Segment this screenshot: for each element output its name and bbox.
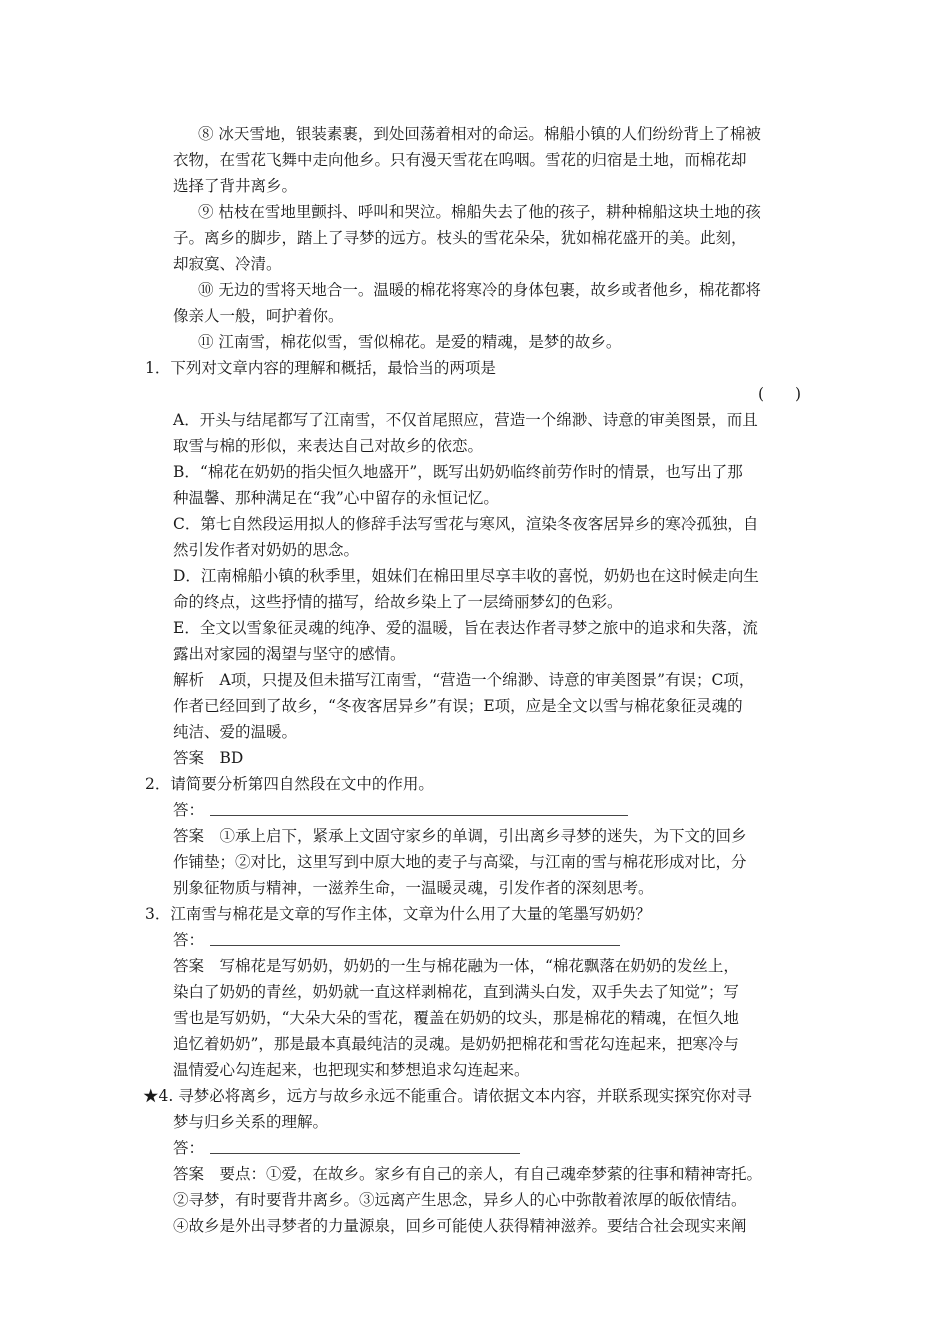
answer-field[interactable] — [173, 800, 628, 820]
analysis-text: 作者已经回到了故乡，“冬夜客居异乡”有误；E项，应是全文以雪与棉花象征灵魂的 — [173, 697, 743, 715]
question-4-stem: 梦与归乡关系的理解。 — [173, 1113, 329, 1131]
option-b: B．“棉花在奶奶的指尖恒久地盛开”，既写出奶奶临终前劳作时的情景，也写出了那 — [173, 463, 743, 481]
answer-text: ②寻梦，有时要背井离乡。③远离产生思念，异乡人的心中弥散着浓厚的皈依情结。 — [173, 1191, 747, 1209]
option-e: 露出对家园的渴望与坚守的感情。 — [173, 645, 406, 663]
answer-label: 答： — [173, 931, 205, 949]
passage-line: ⑨ 枯枝在雪地里颤抖、呼叫和哭泣。棉船失去了他的孩子，耕种棉船这块土地的孩 — [198, 203, 761, 221]
passage-line: 却寂寞、冷清。 — [173, 255, 282, 273]
option-b: 种温馨、那种满足在“我”心中留存的永恒记忆。 — [173, 489, 499, 507]
option-e: E．全文以雪象征灵魂的纯净、爱的温暖，旨在表达作者寻梦之旅中的追求和失落，流 — [173, 619, 758, 637]
answer-label: 答： — [173, 801, 205, 819]
question-4-stem: ★4. 寻梦必将离乡，远方与故乡永远不能重合。请依据文本内容，并联系现实探究你对寻 — [143, 1087, 752, 1105]
passage-line: ⑩ 无边的雪将天地合一。温暖的棉花将寒冷的身体包裹，故乡或者他乡，棉花都将 — [198, 281, 761, 299]
answer-text: 追忆着奶奶”，那是最本真最纯洁的灵魂。是奶奶把棉花和雪花勾连起来，把寒冷与 — [173, 1035, 739, 1053]
question-1-stem: 1．下列对文章内容的理解和概括，最恰当的两项是 — [145, 359, 496, 377]
answer-text: 染白了奶奶的青丝，奶奶就一直这样剥棉花，直到满头白发，双手失去了知觉”；写 — [173, 983, 739, 1001]
answer-text: 雪也是写奶奶，“大朵大朵的雪花，覆盖在奶奶的坟头，那是棉花的精魂，在恒久地 — [173, 1009, 739, 1027]
option-a: A．开头与结尾都写了江南雪，不仅首尾照应，营造一个绵渺、诗意的审美图景，而且 — [173, 411, 758, 429]
answer-bracket: ( ) — [758, 385, 802, 403]
passage-line: ⑧ 冰天雪地，银装素裹，到处回荡着相对的命运。棉船小镇的人们纷纷背上了棉被 — [198, 125, 761, 143]
analysis-text: 纯洁、爱的温暖。 — [173, 723, 298, 741]
passage-line: 选择了背井离乡。 — [173, 177, 298, 195]
option-d: D．江南棉船小镇的秋季里，姐妹们在棉田里尽享丰收的喜悦，奶奶也在这时候走向生 — [173, 567, 759, 585]
answer-text: 别象征物质与精神，一滋养生命，一温暖灵魂，引发作者的深刻思考。 — [173, 879, 654, 897]
passage-line: ⑪ 江南雪，棉花似雪，雪似棉花。是爱的精魂，是梦的故乡。 — [198, 333, 622, 351]
passage-line: 像亲人一般，呵护着你。 — [173, 307, 344, 325]
option-c: C．第七自然段运用拟人的修辞手法写雪花与寒风，渲染冬夜客居异乡的寒冷孤独，自 — [173, 515, 759, 533]
question-2-stem: 2．请简要分析第四自然段在文中的作用。 — [145, 775, 434, 793]
passage-line: 子。离乡的脚步，踏上了寻梦的远方。枝头的雪花朵朵，犹如棉花盛开的美。此刻， — [173, 229, 747, 247]
answer-label: 答： — [173, 1139, 205, 1157]
answer-text: 温情爱心勾连起来，也把现实和梦想追求勾连起来。 — [173, 1061, 530, 1079]
option-c: 然引发作者对奶奶的思念。 — [173, 541, 360, 559]
answer-underline — [210, 945, 620, 946]
passage-line: 衣物，在雪花飞舞中走向他乡。只有漫天雪花在呜咽。雪花的归宿是土地，而棉花却 — [173, 151, 747, 169]
option-d: 命的终点，这些抒情的描写，给故乡染上了一层绮丽梦幻的色彩。 — [173, 593, 623, 611]
option-a: 取雪与棉的形似，来表达自己对故乡的依恋。 — [173, 437, 484, 455]
answer-text: 答案 BD — [173, 749, 244, 767]
answer-text: 答案 写棉花是写奶奶，奶奶的一生与棉花融为一体，“棉花飘落在奶奶的发丝上， — [173, 957, 739, 975]
answer-text: 答案 ①承上启下，紧承上文固守家乡的单调，引出离乡寻梦的迷失，为下文的回乡 — [173, 827, 747, 845]
answer-text: ④故乡是外出寻梦者的力量源泉，回乡可能使人获得精神滋养。要结合社会现实来阐 — [173, 1217, 747, 1235]
answer-text: 答案 要点：①爱，在故乡。家乡有自己的亲人，有自己魂牵梦萦的往事和精神寄托。 — [173, 1165, 763, 1183]
answer-text: 作铺垫；②对比，这里写到中原大地的麦子与高粱，与江南的雪与棉花形成对比，分 — [173, 853, 747, 871]
answer-underline — [210, 815, 628, 816]
answer-underline — [210, 1153, 520, 1154]
answer-field[interactable] — [173, 1138, 520, 1158]
question-3-stem: 3．江南雪与棉花是文章的写作主体，文章为什么用了大量的笔墨写奶奶？ — [145, 905, 651, 923]
answer-field[interactable] — [173, 930, 620, 950]
analysis-text: 解析 A项，只提及但未描写江南雪，“营造一个绵渺、诗意的审美图景”有误；C项， — [173, 671, 755, 689]
